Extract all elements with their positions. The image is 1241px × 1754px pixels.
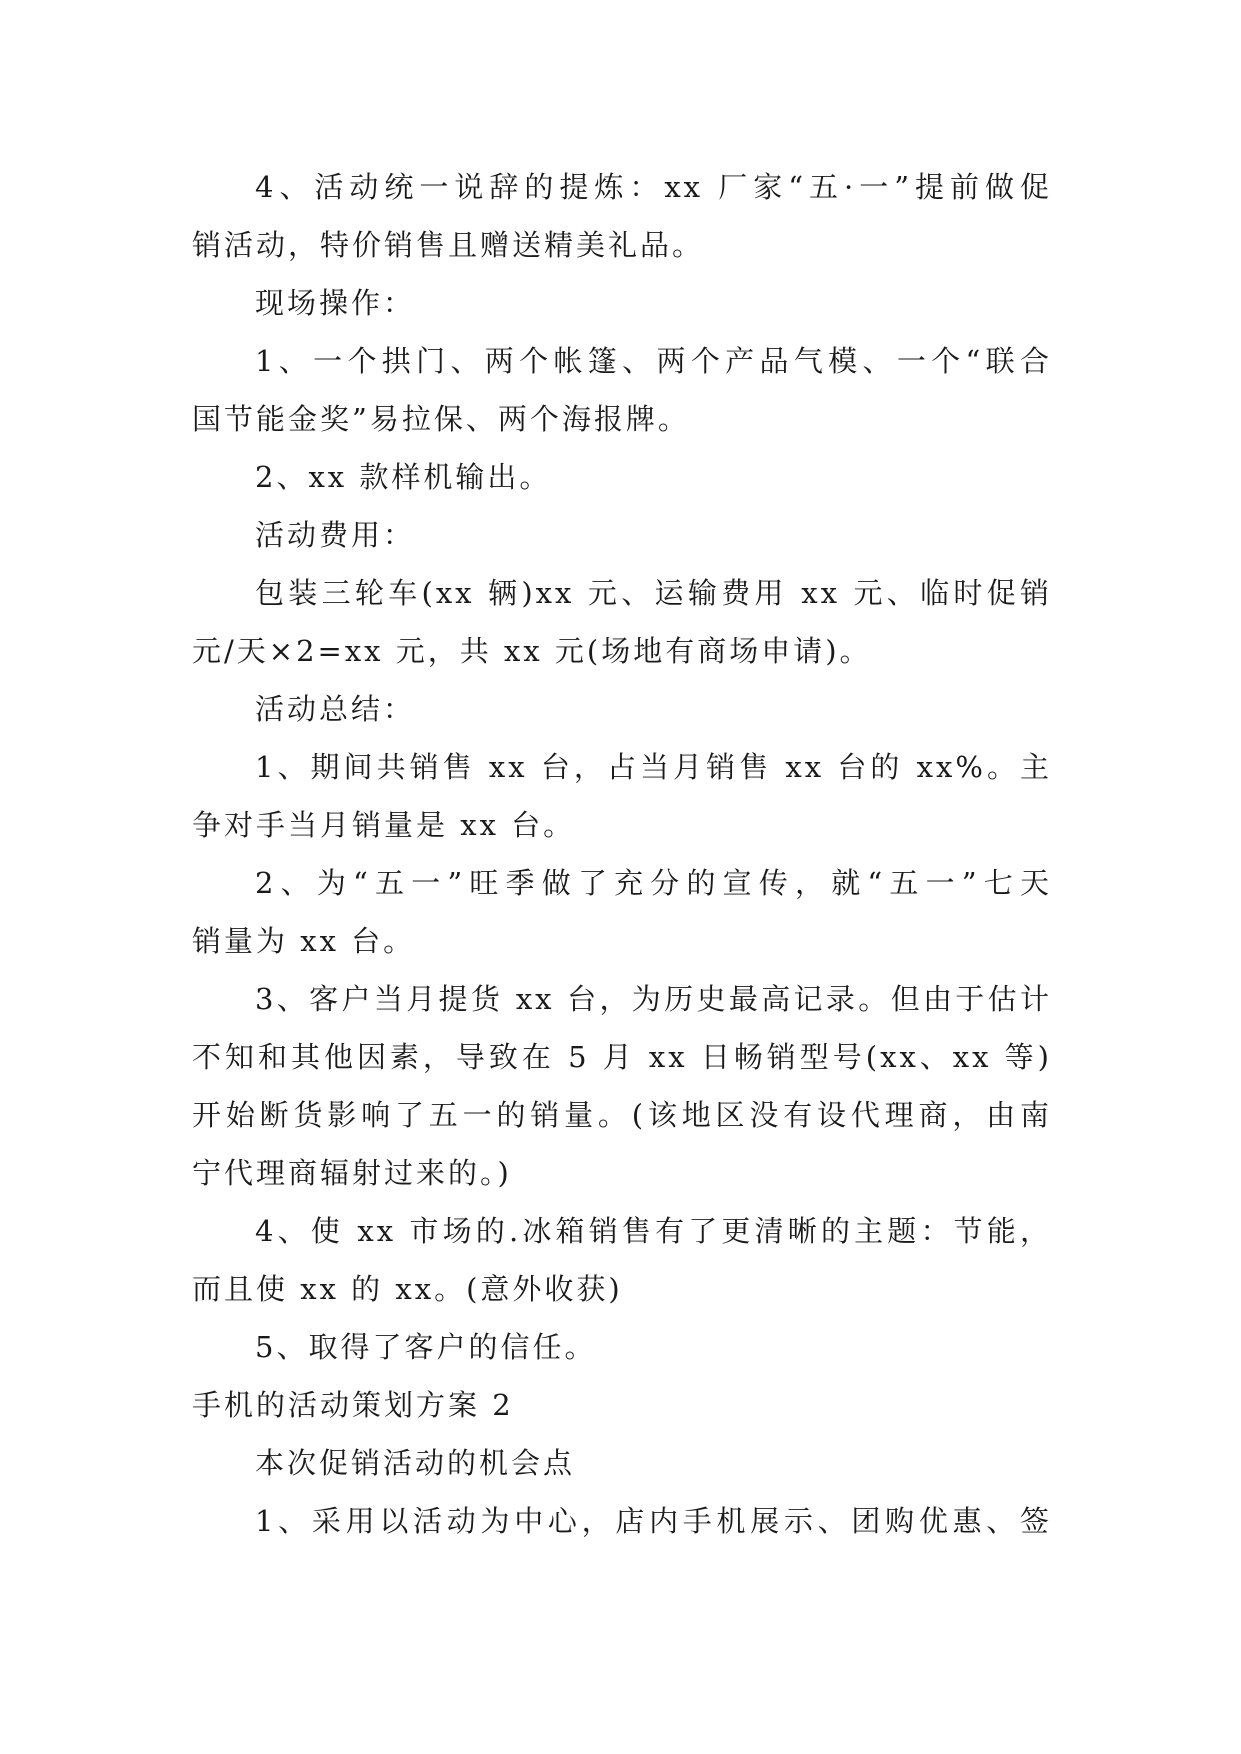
paragraph-line: 2、xx 款样机输出。	[255, 460, 552, 494]
paragraph-line: 3、客户当月提货 xx 台，为历史最高记录。但由于估计	[255, 982, 1052, 1016]
paragraph-line: 销活动，特价销售且赠送精美礼品。	[192, 228, 705, 262]
paragraph-line: 争对手当月销量是 xx 台。	[192, 808, 576, 842]
paragraph-line: 元/天×2=xx 元，共 xx 元(场地有商场申请)。	[192, 634, 872, 668]
document-title: 手机的活动策划方案 2	[192, 1388, 514, 1422]
paragraph-line: 宁代理商辐射过来的。)	[192, 1156, 512, 1190]
section-heading: 活动总结：	[255, 692, 416, 726]
paragraph-line: 开始断货影响了五一的销量。(该地区没有设代理商，由南	[192, 1098, 1052, 1132]
paragraph-line: 4、活动统一说辞的提炼：xx 厂家“五·一”提前做促	[255, 170, 1052, 204]
paragraph-line: 1、一个拱门、两个帐篷、两个产品气模、一个“联合	[255, 344, 1052, 378]
paragraph-line: 2、为“五一”旺季做了充分的宣传，就“五一”七天	[255, 866, 1052, 900]
paragraph-line: 国节能金奖”易拉保、两个海报牌。	[192, 402, 690, 436]
paragraph-line: 包装三轮车(xx 辆)xx 元、运输费用 xx 元、临时促销	[255, 576, 1052, 610]
section-heading: 活动费用：	[255, 518, 416, 552]
section-heading: 本次促销活动的机会点	[255, 1446, 576, 1480]
paragraph-line: 销量为 xx 台。	[192, 924, 416, 958]
paragraph-line: 不知和其他因素，导致在 5 月 xx 日畅销型号(xx、xx 等)	[192, 1040, 1052, 1074]
paragraph-line: 4、使 xx 市场的.冰箱销售有了更清晰的主题：节能，	[255, 1214, 1052, 1248]
paragraph-line: 5、取得了客户的信任。	[255, 1330, 597, 1364]
paragraph-line: 1、期间共销售 xx 台，占当月销售 xx 台的 xx%。主	[255, 750, 1052, 784]
section-heading: 现场操作：	[255, 286, 416, 320]
paragraph-line: 1、采用以活动为中心，店内手机展示、团购优惠、签	[255, 1504, 1052, 1538]
paragraph-line: 而且使 xx 的 xx。(意外收获)	[192, 1272, 623, 1306]
document-page	[192, 158, 1052, 1550]
